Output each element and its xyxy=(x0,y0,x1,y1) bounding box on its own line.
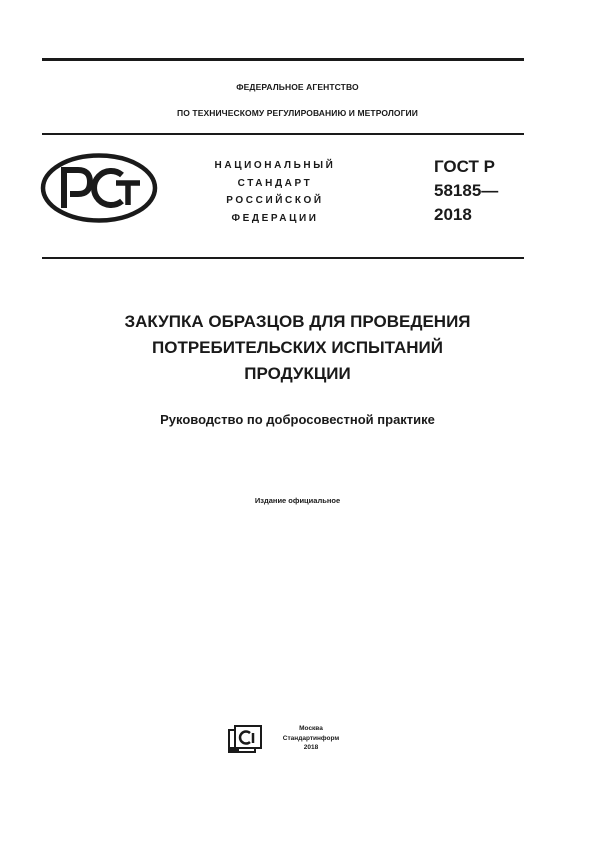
status-line: РОССИЙСКОЙ xyxy=(226,195,324,206)
agency-name-line2: ПО ТЕХНИЧЕСКОМУ РЕГУЛИРОВАНИЮ И МЕТРОЛОГИИ xyxy=(177,108,418,118)
agency-name-line1: ФЕДЕРАЛЬНОЕ АГЕНТСТВО xyxy=(236,82,359,92)
publisher-name: Стандартинформ xyxy=(282,734,340,742)
status-line: НАЦИОНАЛЬНЫЙ xyxy=(214,160,336,171)
publisher-year: 2018 xyxy=(303,744,319,751)
standard-designation xyxy=(434,155,498,227)
header-rule xyxy=(42,133,524,135)
standartinform-icon xyxy=(226,725,262,755)
publisher-city: Москва xyxy=(299,725,323,732)
standard-designation-number: 58185— xyxy=(434,181,499,200)
header-bottom-rule xyxy=(42,257,524,259)
top-rule xyxy=(42,58,524,61)
status-line: ФЕДЕРАЦИИ xyxy=(231,212,319,224)
document-subtitle: Руководство по добросовестной практике xyxy=(160,412,435,427)
title-line: ЗАКУПКА ОБРАЗЦОВ ДЛЯ ПРОВЕДЕНИЯ xyxy=(124,312,471,331)
rst-mark-icon xyxy=(40,153,158,223)
title-line: ПРОДУКЦИИ xyxy=(244,364,351,383)
status-line: СТАНДАРТ xyxy=(237,177,313,189)
publisher-imprint xyxy=(268,724,354,753)
standard-designation-year: 2018 xyxy=(434,205,472,224)
standard-designation-prefix: ГОСТ Р xyxy=(434,157,495,176)
document-title xyxy=(0,309,595,387)
edition-note: Издание официальное xyxy=(254,496,341,505)
title-line: ПОТРЕБИТЕЛЬСКИХ ИСПЫТАНИЙ xyxy=(152,338,443,357)
standard-status xyxy=(190,157,360,227)
